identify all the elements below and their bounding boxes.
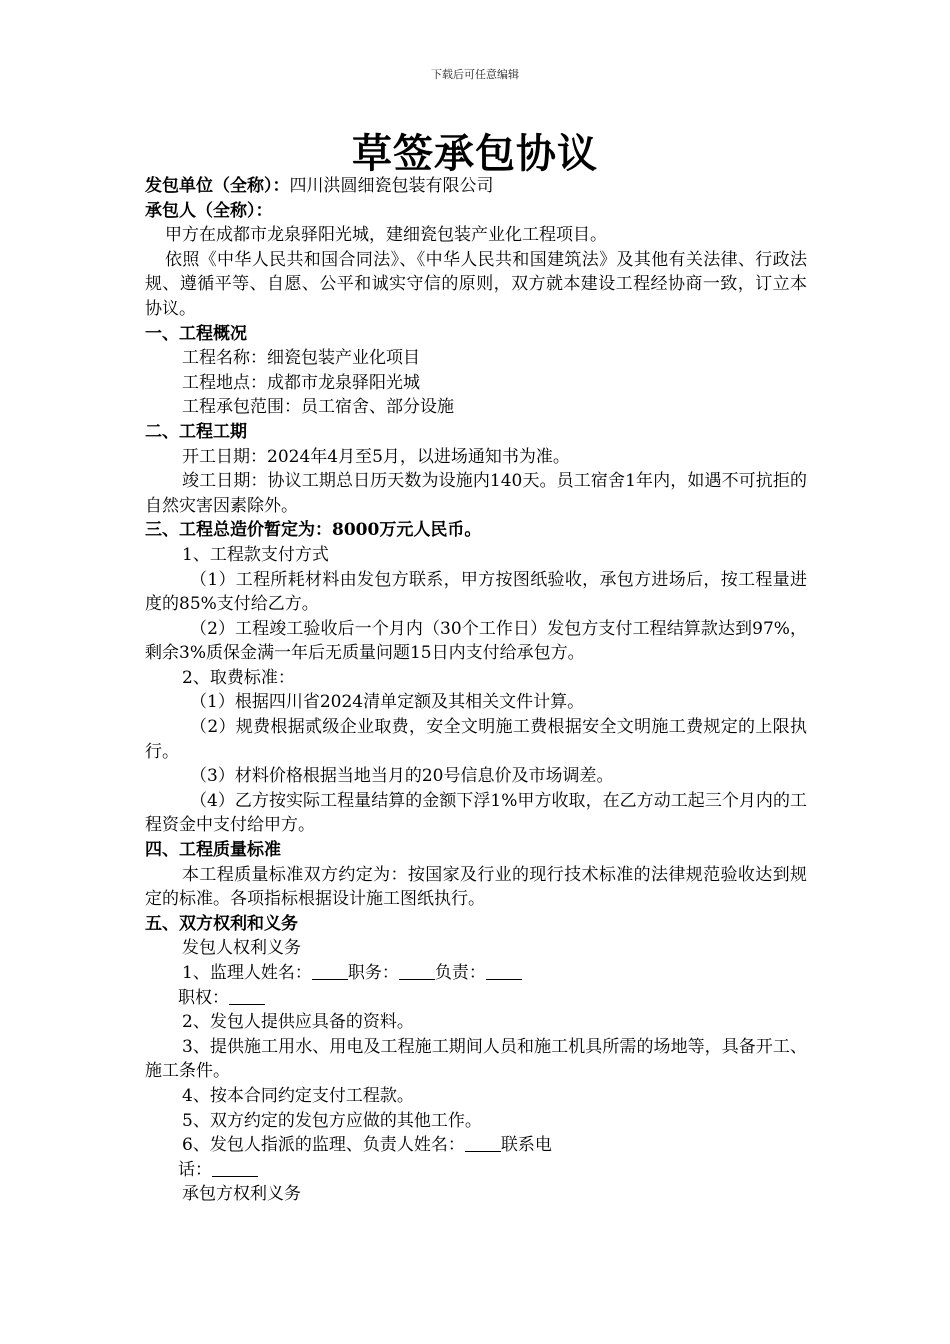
contractor-label: 承包人（全称）：: [145, 200, 273, 221]
phone-label-part2: 话：: [178, 1159, 212, 1180]
completion-date: 竣工日期：协议工期总日历天数为设施内140天。员工宿舍1年内，如遇不可抗拒的自然灾害因素除外。: [145, 471, 807, 516]
intro-paragraph-1: 甲方在成都市龙泉驿阳光城，建细瓷包装产业化工程项目。: [165, 225, 607, 246]
phone-label-part1: 联系电: [500, 1135, 552, 1156]
supervisor-name-blank[interactable]: [312, 963, 348, 980]
phone-line: [145, 1158, 807, 1183]
project-name: 工程名称：细瓷包装产业化项目: [182, 348, 420, 369]
employer-duty-2: 2、发包人提供应具备的资料。: [182, 1012, 414, 1033]
section-4-title: 四、工程质量标准: [145, 840, 281, 861]
employer-label: 发包单位（全称）：: [145, 176, 290, 196]
authority-label: 职权：: [178, 987, 229, 1008]
section-2-title: 二、工程工期: [145, 421, 247, 442]
intro-paragraph-2: 依照《中华人民共和国合同法》、《中华人民共和国建筑法》及其他有关法律、行政法规、遵循平等、自愿、公平和诚实守信的原则，双方就本建设工程经协商一致，订立本协议。: [145, 249, 807, 319]
fee-clause-2: （2）规费根据贰级企业取费，安全文明施工费根据安全文明施工费规定的上限执行。: [145, 717, 807, 762]
responsibility-blank[interactable]: [486, 963, 522, 980]
employer-duty-5: 5、双方约定的发包方应做的其他工作。: [182, 1110, 482, 1131]
project-location: 工程地点：成都市龙泉驿阳光城: [182, 372, 420, 393]
fee-clause-3: （3）材料价格根据当地当月的20号信息价及市场调差。: [190, 766, 614, 787]
employer-duty-1: [145, 961, 807, 986]
employer-duties-title: 发包人权利义务: [182, 938, 301, 959]
employer-duty-4: 4、按本合同约定支付工程款。: [182, 1085, 414, 1106]
fee-clause-1: （1）根据四川省2024清单定额及其相关文件计算。: [190, 692, 585, 713]
section-5-title: 五、双方权利和义务: [145, 913, 298, 934]
fee-clause-4: （4）乙方按实际工程量结算的金额下浮1%甲方收取，在乙方动工起三个月内的工程资金中支付给甲方。: [145, 790, 807, 836]
phone-blank[interactable]: [212, 1160, 258, 1177]
section-3-title: 三、工程总造价暂定为：8000万元人民币。: [145, 520, 482, 541]
authority-line: [145, 986, 807, 1011]
start-date: 开工日期：2024年4月至5月，以进场通知书为准。: [182, 446, 570, 467]
contractor-duties-title: 承包方权利义务: [182, 1184, 301, 1205]
employer-name: 四川洪圆细瓷包装有限公司: [289, 176, 494, 196]
quality-standard-text: 本工程质量标准双方约定为：按国家及行业的现行技术标准的法律规范验收达到规定的标准。各项指标根据设计施工图纸执行。: [145, 864, 807, 910]
payment-method-title: 1、工程款支付方式: [182, 544, 329, 565]
supervisor-name-label: 1、监理人姓名：: [182, 963, 312, 983]
responsibility-label: 负责：: [434, 963, 486, 983]
section-1-title: 一、工程概况: [145, 323, 247, 344]
document-body: [145, 174, 807, 1207]
position-blank[interactable]: [399, 963, 435, 980]
employer-duty-6: [145, 1133, 807, 1158]
fee-standard-title: 2、取费标准：: [182, 667, 295, 688]
supervisor-contact-name-blank[interactable]: [465, 1135, 501, 1152]
header-note: 下载后可任意编辑: [431, 68, 519, 81]
project-scope: 工程承包范围：员工宿舍、部分设施: [182, 397, 454, 418]
employer-line: [145, 174, 807, 199]
position-label: 职务：: [347, 963, 399, 983]
supervisor-contact-label: 6、发包人指派的监理、负责人姓名：: [182, 1135, 465, 1156]
payment-clause-1: （1）工程所耗材料由发包方联系，甲方按图纸验收，承包方进场后，按工程量进度的85%支付给乙方。: [145, 569, 807, 615]
document-title: 草签承包协议: [352, 130, 598, 177]
employer-duty-3: 3、提供施工用水、用电及工程施工期间人员和施工机具所需的场地等，具备开工、施工条件。: [145, 1036, 807, 1082]
authority-blank[interactable]: [229, 988, 265, 1005]
payment-clause-2: （2）工程竣工验收后一个月内（30个工作日）发包方支付工程结算款达到97%，剩余3%质保金满一年后无质量问题15日内支付给承包方。: [145, 618, 807, 664]
